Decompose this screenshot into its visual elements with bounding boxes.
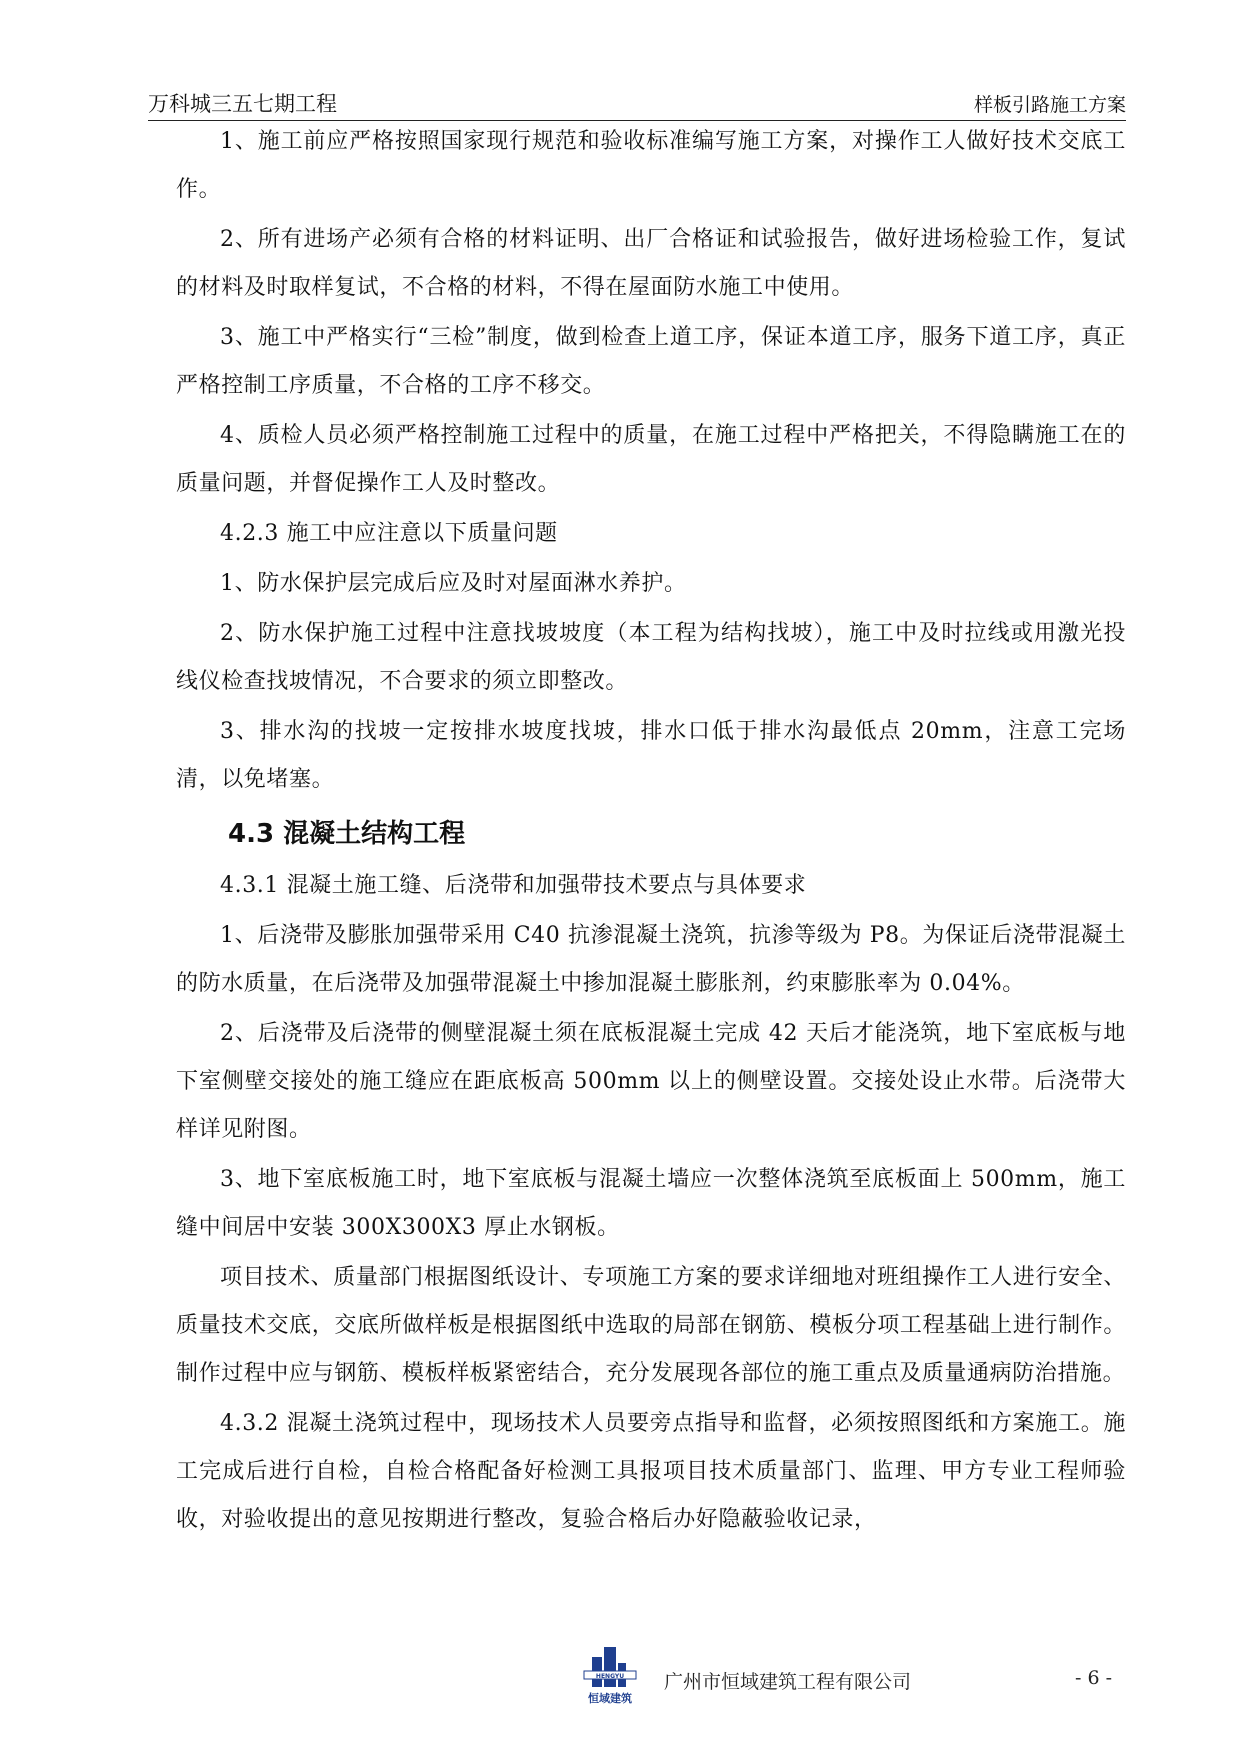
page-header (148, 86, 1126, 121)
page-footer (148, 1647, 1126, 1717)
paragraph-3: 3、施工中严格实行“三检”制度，做到检查上道工序，保证本道工序，服务下道工序，真正严格控制工序质量，不合格的工序不移交。 (176, 325, 1126, 398)
page-number: - 6 - (1074, 1667, 1112, 1689)
paragraph-9: 2、后浇带及后浇带的侧壁混凝土须在底板混凝土完成 42 天后才能浇筑，地下室底板与地下室侧壁交接处的施工缝应在距底板高 500mm 以上的侧壁设置。交接处设止水带。后浇带大样详见附图。 (176, 1021, 1126, 1142)
paragraph-8: 1、后浇带及膨胀加强带采用 C40 抗渗混凝土浇筑，抗渗等级为 P8。为保证后浇带混凝土的防水质量，在后浇带及加强带混凝土中掺加混凝土膨胀剂，约束膨胀率为 0.04%。 (176, 923, 1126, 996)
header-document-title: 样板引路施工方案 (973, 94, 1126, 116)
paragraph-10: 3、地下室底板施工时，地下室底板与混凝土墙应一次整体浇筑至底板面上 500mm，施工缝中间居中安装 300X300X3 厚止水钢板。 (176, 1167, 1126, 1240)
paragraph-2: 2、所有进场产必须有合格的材料证明、出厂合格证和试验报告，做好进场检验工作，复试的材料及时取样复试，不合格的材料，不得在屋面防水施工中使用。 (176, 227, 1126, 300)
paragraph-6: 2、防水保护施工过程中注意找坡坡度（本工程为结构找坡），施工中及时拉线或用激光投线仪检查找坡情况，不合要求的须立即整改。 (176, 621, 1126, 694)
company-logo-icon (578, 1647, 642, 1705)
section-heading: 4.3 混凝土结构工程 (228, 819, 466, 849)
subsection-4-3-1: 4.3.1 混凝土施工缝、后浇带和加强带技术要点与具体要求 (220, 873, 807, 898)
paragraph-7: 3、排水沟的找坡一定按排水坡度找坡，排水口低于排水沟最低点 20mm，注意工完场清，以免堵塞。 (176, 719, 1126, 792)
company-name: 广州市恒域建筑工程有限公司 (664, 1671, 912, 1693)
paragraph-12: 4.3.2 混凝土浇筑过程中，现场技术人员要旁点指导和监督，必须按照图纸和方案施工。施工完成后进行自检，自检合格配备好检测工具报项目技术质量部门、监理、甲方专业工程师验收，对验收提出的意见按期进行整改，复验合格后办好隐蔽验收记录， (176, 1411, 1126, 1532)
document-body (176, 118, 1126, 1546)
header-project-title: 万科城三五七期工程 (148, 92, 337, 116)
logo-caption: 恒域建筑 (588, 1692, 632, 1705)
paragraph-11: 项目技术、质量部门根据图纸设计、专项施工方案的要求详细地对班组操作工人进行安全、质量技术交底，交底所做样板是根据图纸中选取的局部在钢筋、模板分项工程基础上进行制作。制作过程中应与钢筋、模板样板紧密结合，充分发展现各部位的施工重点及质量通病防治措施。 (176, 1265, 1126, 1386)
subsection-4-2-3: 4.2.3 施工中应注意以下质量问题 (220, 521, 558, 546)
logo-text: HENGYU (595, 1673, 625, 1680)
paragraph-1: 1、施工前应严格按照国家现行规范和验收标准编写施工方案，对操作工人做好技术交底工作。 (176, 129, 1126, 202)
paragraph-5: 1、防水保护层完成后应及时对屋面淋水养护。 (220, 571, 687, 596)
paragraph-4: 4、质检人员必须严格控制施工过程中的质量，在施工过程中严格把关，不得隐瞒施工在的质量问题，并督促操作工人及时整改。 (176, 423, 1126, 496)
